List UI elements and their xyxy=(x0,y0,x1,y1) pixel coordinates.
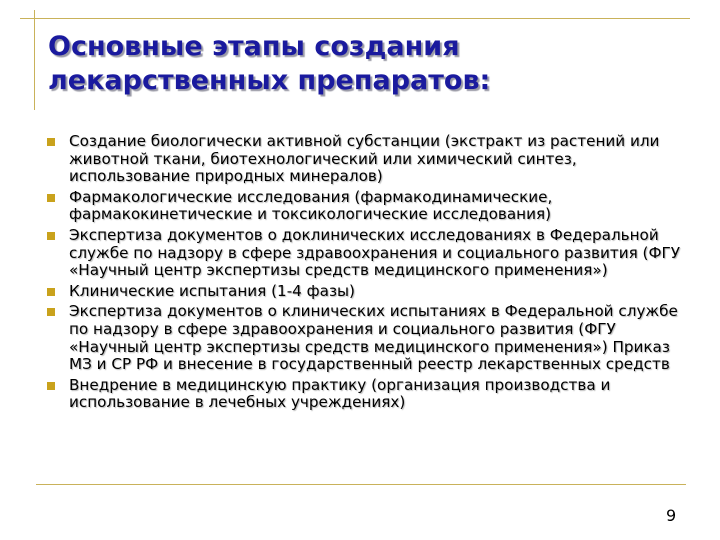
square-bullet-icon xyxy=(47,232,55,240)
bullet-list xyxy=(46,133,686,415)
list-item xyxy=(46,133,686,186)
square-bullet-icon xyxy=(47,382,55,390)
list-item xyxy=(46,377,686,412)
square-bullet-icon xyxy=(47,138,55,146)
page-number: 9 xyxy=(666,506,677,525)
slide-title: Основные этапы создания лекарственных препаратов: xyxy=(48,31,491,96)
square-bullet-icon xyxy=(47,288,55,296)
left-accent-rule xyxy=(34,10,35,110)
list-item xyxy=(46,227,686,280)
bottom-accent-rule xyxy=(36,484,686,485)
list-item-text: Клинические испытания (1-4 фазы) xyxy=(69,281,355,300)
list-item-text: Фармакологические исследования (фармакодинамические, фармакокинетические и токсикологические исследования) xyxy=(69,187,553,224)
list-item-text: Экспертиза документов о доклинических исследованиях в Федеральной службе по надзору в сфере здравоохранения и социального развития (ФГУ «Научный центр экспертизы средств медицинского применения») xyxy=(69,225,681,280)
square-bullet-icon xyxy=(47,194,55,202)
list-item-text: Создание биологически активной субстанции (экстракт из растений или животной ткани, биотехнологический или химический синтез, использование природных минералов) xyxy=(69,132,660,186)
list-item xyxy=(46,189,686,224)
list-item-text: Внедрение в медицинскую практику (организация производства и использование в лечебных учреждениях) xyxy=(69,375,611,412)
list-item-text: Экспертиза документов о клинических испытаниях в Федеральной службе по надзору в сфере здравоохранения и социального развития (ФГУ «Научный центр экспертизы средств медицинского применения») Приказ МЗ и СР РФ и внесение в государственный реестр лекарственных средств xyxy=(69,302,678,374)
square-bullet-icon xyxy=(47,308,55,316)
list-item xyxy=(46,303,686,373)
list-item xyxy=(46,283,686,301)
top-accent-rule xyxy=(20,18,690,19)
